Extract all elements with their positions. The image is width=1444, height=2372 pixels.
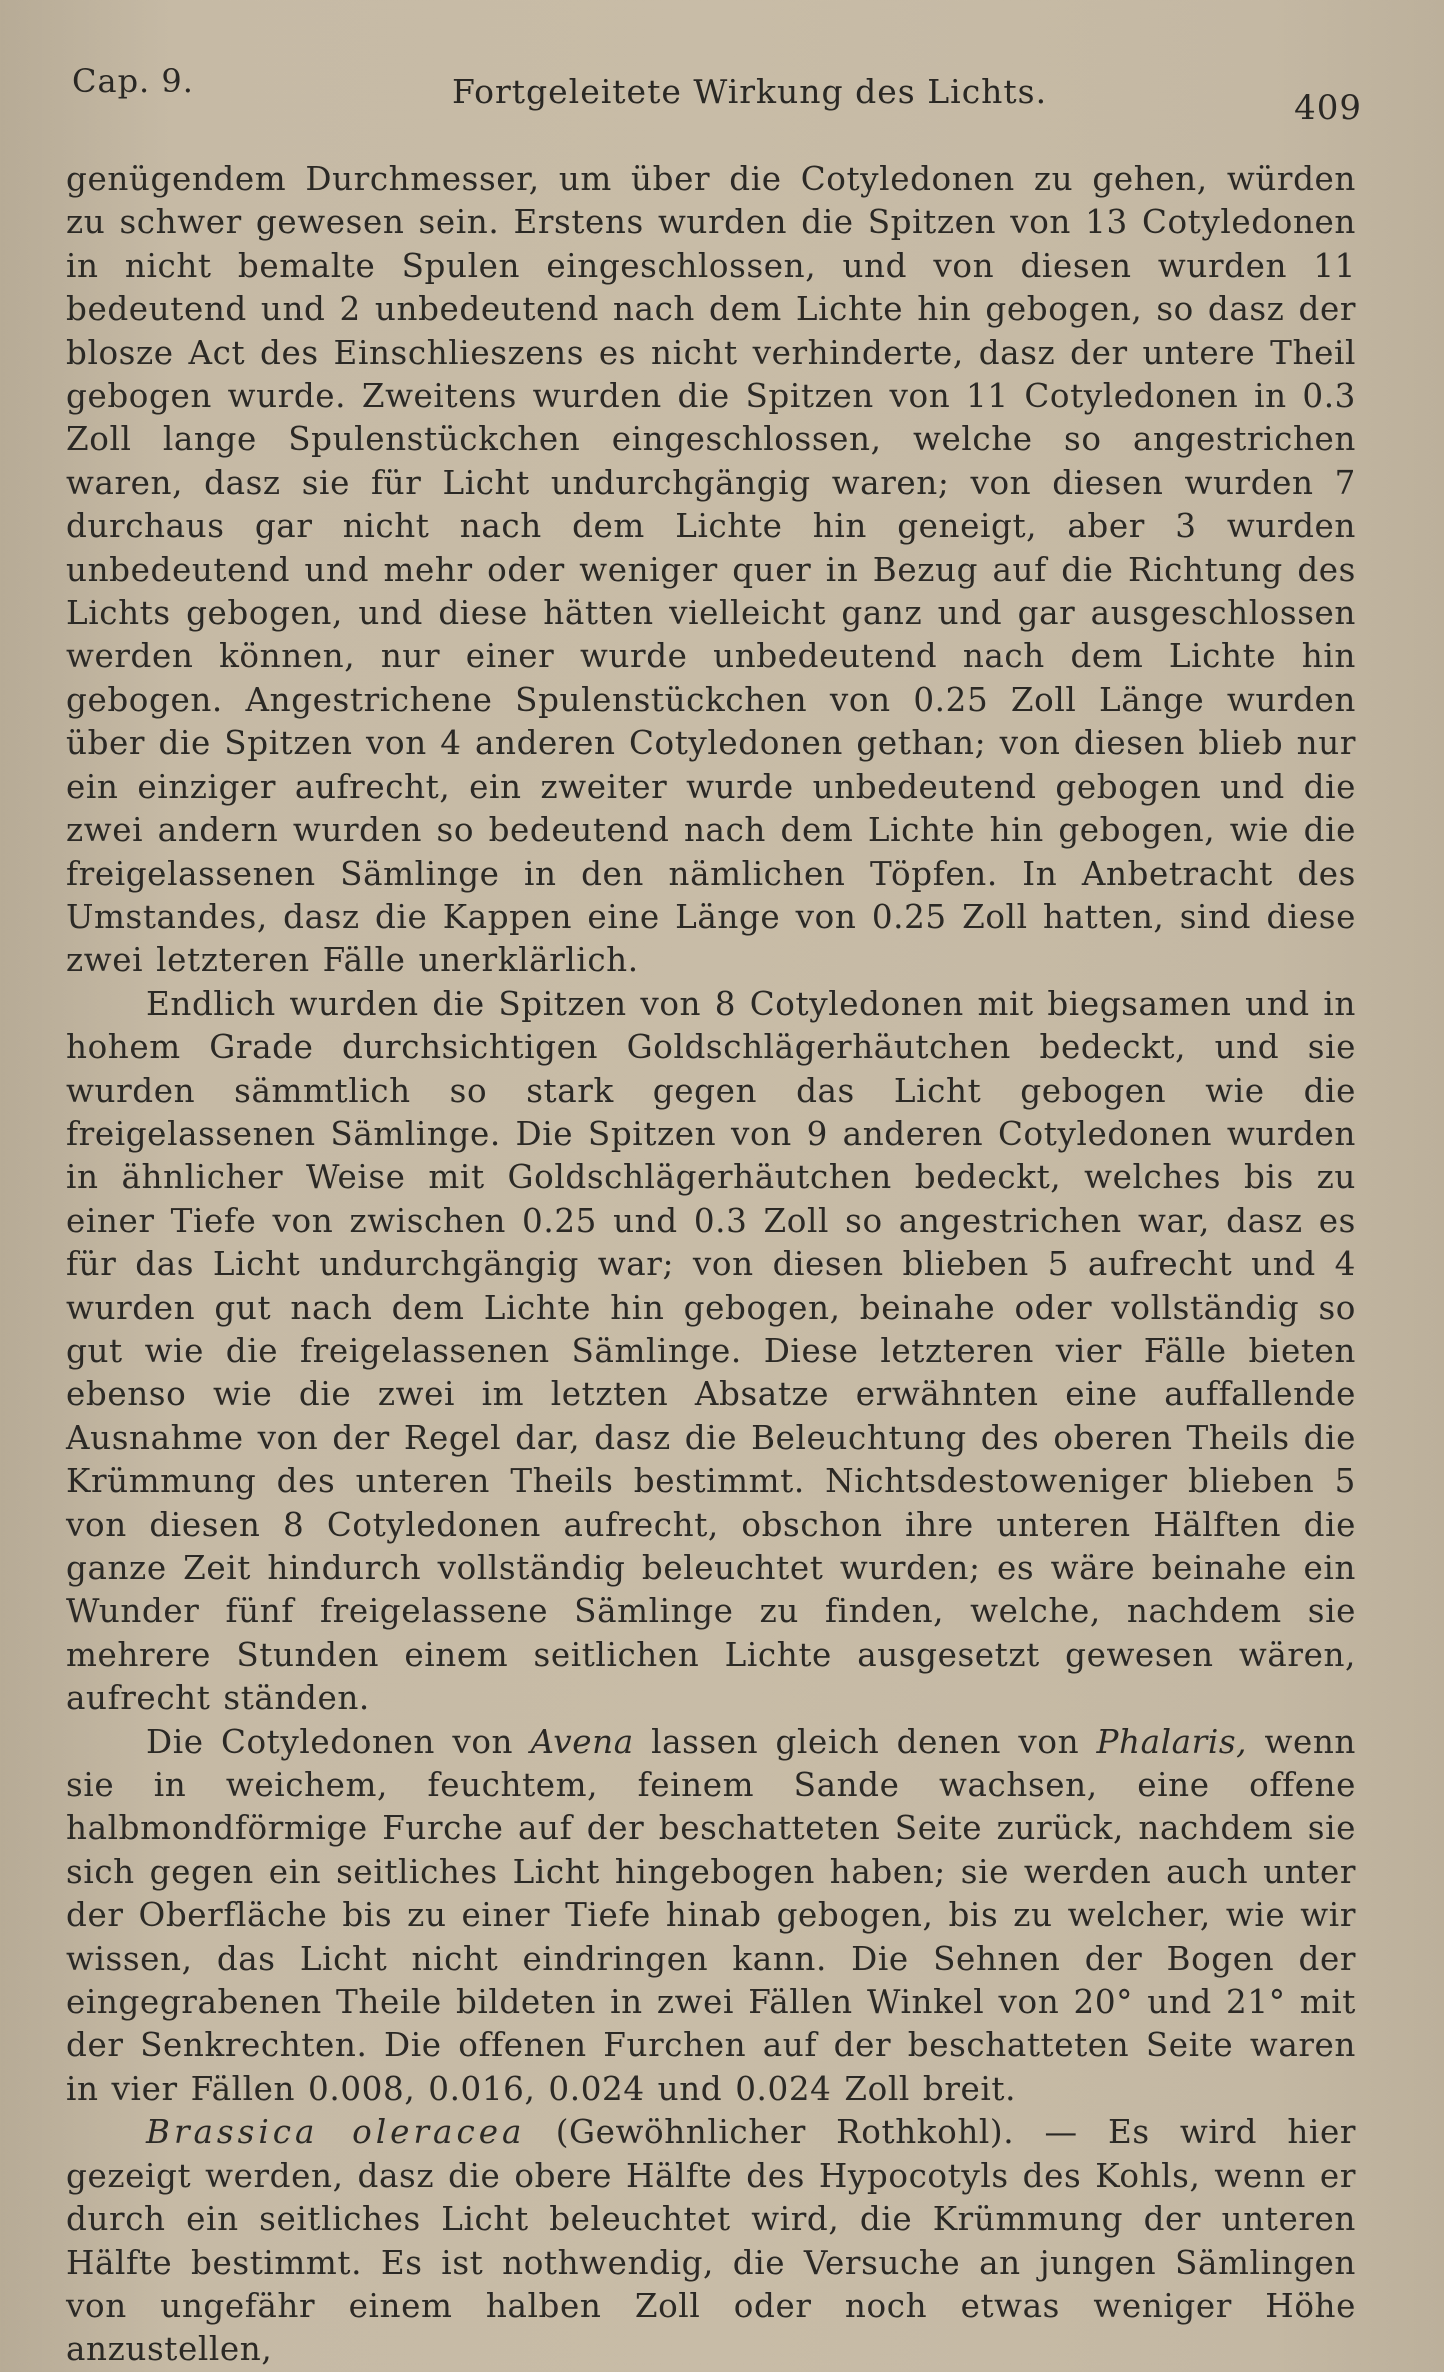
paragraph-3 xyxy=(66,1721,1356,2112)
paragraph-1: genügendem Durchmesser, um über die Cotyledonen zu gehen, würden zu schwer gewesen sein. Erstens wurden die Spitzen von 13 Cotyledonen in nicht bemalte Spulen eingeschlossen, und von diesen wurden 11 bedeutend und 2 unbedeutend nach dem Lichte hin gebogen, so dasz der blosze Act des Einschlieszens es nicht verhinderte, dasz der untere Theil gebogen wurde. Zweitens wurden die Spitzen von 11 Cotyledonen in 0.3 Zoll lange Spulenstückchen eingeschlossen, welche so angestrichen waren, dasz sie für Licht undurchgängig waren; von diesen wurden 7 durchaus gar nicht nach dem Lichte hin geneigt, aber 3 wurden unbedeutend und mehr oder weniger quer in Bezug auf die Richtung des Lichts gebogen, und diese hätten vielleicht ganz und gar ausgeschlossen werden können, nur einer wurde unbedeutend nach dem Lichte hin gebogen. Angestrichene Spulenstückchen von 0.25 Zoll Länge wurden über die Spitzen von 4 anderen Cotyledonen gethan; von diesen blieb nur ein einziger aufrecht, ein zweiter wurde unbedeutend gebogen und die zwei andern wurden so bedeutend nach dem Lichte hin gebogen, wie die freigelassenen Sämlinge in den nämlichen Töpfen. In Anbetracht des Umstandes, dasz die Kappen eine Länge von 0.25 Zoll hatten, sind diese zwei letzteren Fälle unerklärlich. xyxy=(66,160,1356,980)
paragraph-3-text-b: lassen gleich denen von xyxy=(633,1722,1097,1761)
page-number: 409 xyxy=(1294,88,1362,128)
running-title: Fortgeleitete Wirkung des Lichts. xyxy=(452,72,1048,111)
species-brassica: Brassica oleracea xyxy=(146,2113,526,2152)
paragraph-2: Endlich wurden die Spitzen von 8 Cotyledonen mit biegsamen und in hohem Grade durchsichtigen Goldschlägerhäutchen bedeckt, und sie wurden sämmtlich so stark gegen das Licht gebogen wie die freigelassenen Sämlinge. Die Spitzen von 9 anderen Cotyledonen wurden in ähnlicher Weise mit Goldschlägerhäutchen bedeckt, welches bis zu einer Tiefe von zwischen 0.25 und 0.3 Zoll so angestrichen war, dasz es für das Licht undurchgängig war; von diesen blieben 5 aufrecht und 4 wurden gut nach dem Lichte hin gebogen, beinahe oder vollständig so gut wie die freigelassenen Sämlinge. Diese letzteren vier Fälle bieten ebenso wie die zwei im letzten Absatze erwähnten eine auffallende Ausnahme von der Regel dar, dasz die Beleuchtung des oberen Theils die Krümmung des unteren Theils bestimmt. Nichtsdestoweniger blieben 5 von diesen 8 Cotyledonen aufrecht, obschon ihre unteren Hälften die ganze Zeit hindurch vollständig beleuchtet wurden; es wäre beinahe ein Wunder fünf freigelassene Sämlinge zu finden, welche, nachdem sie mehrere Stunden einem seitlichen Lichte ausgesetzt gewesen wären, aufrecht ständen. xyxy=(66,984,1356,1718)
page-header xyxy=(72,62,1362,128)
paragraph-3-text-c: wenn sie in weichem, feuchtem, feinem Sande wachsen, eine offene halbmondförmige Furche auf der beschatteten Seite zurück, nachdem sie sich gegen ein seitliches Licht hingebogen haben; sie werden auch unter der Oberfläche bis zu einer Tiefe hinab gebogen, bis zu welcher, wie wir wissen, das Licht nicht eindringen kann. Die Sehnen der Bogen der eingegrabenen Theile bildeten in zwei Fällen Winkel von 20° und 21° mit der Senkrechten. Die offenen Furchen auf der beschatteten Seite waren in vier Fällen 0.008, 0.016, 0.024 und 0.024 Zoll breit. xyxy=(66,1722,1356,2108)
paragraph-4-text: (Gewöhnlicher Rothkohl). — Es wird hier gezeigt werden, dasz die obere Hälfte des Hypocotyls des Kohls, wenn er durch ein seitliches Licht beleuchtet wird, die Krümmung der unteren Hälfte bestimmt. Es ist nothwendig, die Versuche an jungen Sämlingen von ungefähr einem halben Zoll oder noch etwas weniger Höhe anzustellen, xyxy=(66,2113,1356,2369)
paragraph-4 xyxy=(66,2111,1356,2371)
paragraph-3-text-a: Die Cotyledonen von xyxy=(146,1722,531,1761)
chapter-label: Cap. 9. xyxy=(72,62,194,100)
body-text xyxy=(66,158,1356,2372)
genus-avena: Avena xyxy=(530,1722,634,1761)
genus-phalaris: Phalaris, xyxy=(1096,1722,1248,1761)
